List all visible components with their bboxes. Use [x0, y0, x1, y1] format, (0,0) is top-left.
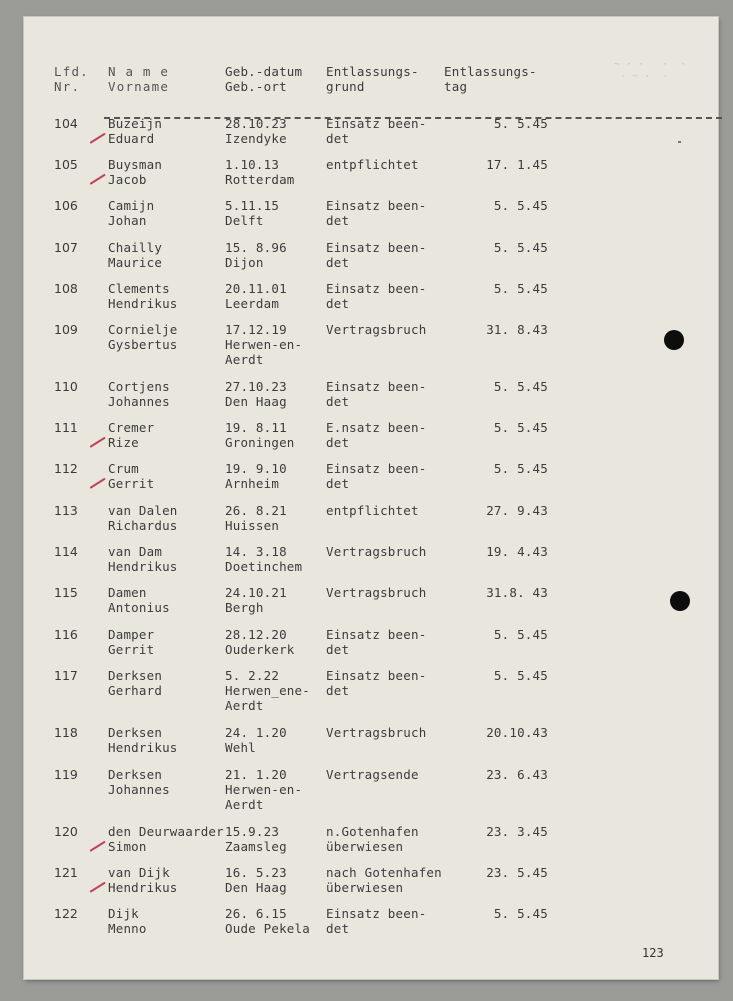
- first-name: Johan: [108, 213, 147, 228]
- release-reason: entpflichtet: [326, 503, 419, 518]
- first-name: Eduard: [108, 131, 155, 146]
- first-name: Gerrit: [108, 642, 155, 657]
- release-date: 5. 5.45: [493, 379, 548, 394]
- release-date: 5. 5.45: [493, 627, 548, 642]
- table-row: [24, 157, 718, 197]
- release-date: 31. 8.43: [486, 322, 548, 337]
- surname: Cornielje: [108, 322, 178, 337]
- first-name: Rize: [108, 435, 139, 450]
- first-name: Gerrit: [108, 476, 155, 491]
- birth-place: Wehl: [225, 740, 256, 755]
- surname: Derksen: [108, 725, 163, 740]
- header-name: N a m e Vorname: [108, 64, 170, 94]
- table-row: [24, 544, 718, 584]
- birth-place: Rotterdam: [225, 172, 295, 187]
- birth-place: Ouderkerk: [225, 642, 295, 657]
- row-number: 121: [54, 865, 78, 880]
- first-name: Hendrikus: [108, 296, 178, 311]
- row-number: 117: [54, 668, 78, 683]
- surname: den Deurwaarder: [108, 824, 224, 839]
- bleed-through-text: ~ · · · · · ~ · ·: [614, 59, 687, 82]
- release-date: 20.10.43: [486, 725, 548, 740]
- release-date: 5. 5.45: [493, 668, 548, 683]
- release-date: 23. 6.43: [486, 767, 548, 782]
- birth-date: 20.11.01: [225, 281, 287, 296]
- header-nr: Lfd. Nr.: [54, 64, 89, 94]
- birth-date: 26. 8.21: [225, 503, 287, 518]
- header-release: Entlassungs- tag: [444, 64, 537, 94]
- table-row: [24, 503, 718, 543]
- first-name: Gysbertus: [108, 337, 178, 352]
- header-reason: Entlassungs- grund: [326, 64, 419, 94]
- row-number: 105: [54, 157, 78, 172]
- release-reason: Vertragsbruch: [326, 585, 427, 600]
- release-date: 5. 5.45: [493, 461, 548, 476]
- row-number: 115: [54, 585, 78, 600]
- release-date: 31.8. 43: [486, 585, 548, 600]
- row-number: 119: [54, 767, 78, 782]
- first-name: Hendrikus: [108, 740, 178, 755]
- first-name: Hendrikus: [108, 880, 178, 895]
- release-reason: Einsatz been- det: [326, 627, 427, 657]
- page-number: 123: [642, 946, 664, 960]
- surname: van Dijk: [108, 865, 170, 880]
- surname: Damper: [108, 627, 155, 642]
- birth-place: Herwen-en- Aerdt: [225, 782, 303, 812]
- birth-date: 26. 6.15: [225, 906, 287, 921]
- table-row: [24, 627, 718, 667]
- table-row: [24, 281, 718, 321]
- row-number: 120: [54, 824, 78, 839]
- release-date: 23. 5.45: [486, 865, 548, 880]
- birth-place: Doetinchem: [225, 559, 303, 574]
- row-number: 116: [54, 627, 78, 642]
- row-number: 106: [54, 198, 78, 213]
- red-check-mark: [89, 841, 105, 852]
- first-name: Johannes: [108, 394, 170, 409]
- row-number: 118: [54, 725, 78, 740]
- punch-hole-top: [664, 330, 684, 350]
- release-date: 5. 5.45: [493, 281, 548, 296]
- birth-date: 5. 2.22: [225, 668, 280, 683]
- release-date: 5. 5.45: [493, 240, 548, 255]
- header-birth: Geb.-datum Geb.-ort: [225, 64, 303, 94]
- first-name: Menno: [108, 921, 147, 936]
- birth-date: 24.10.21: [225, 585, 287, 600]
- surname: Dijk: [108, 906, 139, 921]
- release-reason: Vertragsbruch: [326, 725, 427, 740]
- row-number: 113: [54, 503, 78, 518]
- row-number: 107: [54, 240, 78, 255]
- red-check-mark: [89, 174, 105, 185]
- release-reason: Einsatz been- det: [326, 116, 427, 146]
- birth-date: 5.11.15: [225, 198, 280, 213]
- release-date: 27. 9.43: [486, 503, 548, 518]
- surname: Clements: [108, 281, 170, 296]
- birth-date: 19. 9.10: [225, 461, 287, 476]
- row-number: 111: [54, 420, 78, 435]
- first-name: Richardus: [108, 518, 178, 533]
- birth-place: Groningen: [225, 435, 295, 450]
- surname: Crum: [108, 461, 139, 476]
- release-reason: Einsatz been- det: [326, 281, 427, 311]
- birth-place: Bergh: [225, 600, 264, 615]
- row-number: 109: [54, 322, 78, 337]
- birth-date: 17.12.19: [225, 322, 287, 337]
- release-reason: Vertragsende: [326, 767, 419, 782]
- row-number: 108: [54, 281, 78, 296]
- table-row: [24, 668, 718, 713]
- release-date: 23. 3.45: [486, 824, 548, 839]
- birth-date: 15.9.23: [225, 824, 280, 839]
- birth-date: 28.12.20: [225, 627, 287, 642]
- first-name: Jacob: [108, 172, 147, 187]
- table-row: [24, 824, 718, 864]
- surname: Damen: [108, 585, 147, 600]
- birth-date: 15. 8.96: [225, 240, 287, 255]
- release-date: 5. 5.45: [493, 420, 548, 435]
- birth-date: 16. 5.23: [225, 865, 287, 880]
- birth-place: Zaamsleg: [225, 839, 287, 854]
- table-row: [24, 420, 718, 460]
- birth-place: Delft: [225, 213, 264, 228]
- table-row: [24, 725, 718, 765]
- birth-date: 27.10.23: [225, 379, 287, 394]
- release-reason: E.nsatz been- det: [326, 420, 427, 450]
- document-page: [24, 17, 718, 979]
- release-date: 5. 5.45: [493, 906, 548, 921]
- birth-place: Huissen: [225, 518, 280, 533]
- birth-place: Izendyke: [225, 131, 287, 146]
- release-reason: Vertragsbruch: [326, 544, 427, 559]
- surname: Derksen: [108, 767, 163, 782]
- release-reason: Vertragsbruch: [326, 322, 427, 337]
- birth-date: 28.10.23: [225, 116, 287, 131]
- table-row: [24, 198, 718, 238]
- surname: Derksen: [108, 668, 163, 683]
- table-row: [24, 240, 718, 280]
- birth-place: Leerdam: [225, 296, 280, 311]
- first-name: Johannes: [108, 782, 170, 797]
- birth-place: Dijon: [225, 255, 264, 270]
- release-reason: Einsatz been- det: [326, 198, 427, 228]
- release-reason: nach Gotenhafen überwiesen: [326, 865, 442, 895]
- red-check-mark: [89, 133, 105, 144]
- row-number: 112: [54, 461, 78, 476]
- birth-place: Arnheim: [225, 476, 280, 491]
- punch-hole-bottom: [670, 591, 690, 611]
- table-row: [24, 322, 718, 367]
- birth-place: Herwen_ene- Aerdt: [225, 683, 310, 713]
- release-reason: Einsatz been- det: [326, 379, 427, 409]
- first-name: Hendrikus: [108, 559, 178, 574]
- first-name: Simon: [108, 839, 147, 854]
- birth-date: 14. 3.18: [225, 544, 287, 559]
- first-name: Maurice: [108, 255, 163, 270]
- birth-date: 21. 1.20: [225, 767, 287, 782]
- release-reason: Einsatz been- det: [326, 668, 427, 698]
- row-number: 110: [54, 379, 78, 394]
- release-date: 5. 5.45: [493, 198, 548, 213]
- surname: van Dalen: [108, 503, 178, 518]
- surname: Buzeijn: [108, 116, 163, 131]
- birth-place: Oude Pekela: [225, 921, 310, 936]
- first-name: Gerhard: [108, 683, 163, 698]
- surname: Cremer: [108, 420, 155, 435]
- table-row: [24, 906, 718, 946]
- row-number: 114: [54, 544, 78, 559]
- table-row: [24, 379, 718, 419]
- first-name: Antonius: [108, 600, 170, 615]
- surname: Cortjens: [108, 379, 170, 394]
- release-reason: entpflichtet: [326, 157, 419, 172]
- release-reason: Einsatz been- det: [326, 461, 427, 491]
- row-number: 122: [54, 906, 78, 921]
- table-row: [24, 865, 718, 905]
- birth-place: Den Haag: [225, 880, 287, 895]
- surname: Buysman: [108, 157, 163, 172]
- surname: Chailly: [108, 240, 163, 255]
- release-date: 17. 1.45: [486, 157, 548, 172]
- table-row: [24, 461, 718, 501]
- birth-date: 19. 8.11: [225, 420, 287, 435]
- release-reason: Einsatz been- det: [326, 240, 427, 270]
- release-reason: n.Gotenhafen überwiesen: [326, 824, 419, 854]
- row-number: 104: [54, 116, 78, 131]
- birth-place: Den Haag: [225, 394, 287, 409]
- surname: van Dam: [108, 544, 163, 559]
- release-date: 5. 5.45: [493, 116, 548, 131]
- release-reason: Einsatz been- det: [326, 906, 427, 936]
- birth-date: 24. 1.20: [225, 725, 287, 740]
- red-check-mark: [89, 437, 105, 448]
- red-check-mark: [89, 882, 105, 893]
- birth-place: Herwen-en- Aerdt: [225, 337, 303, 367]
- table-row: [24, 767, 718, 812]
- red-check-mark: [89, 478, 105, 489]
- table-row: [24, 585, 718, 625]
- birth-date: 1.10.13: [225, 157, 280, 172]
- surname: Camijn: [108, 198, 155, 213]
- release-date: 19. 4.43: [486, 544, 548, 559]
- table-row: [24, 116, 718, 156]
